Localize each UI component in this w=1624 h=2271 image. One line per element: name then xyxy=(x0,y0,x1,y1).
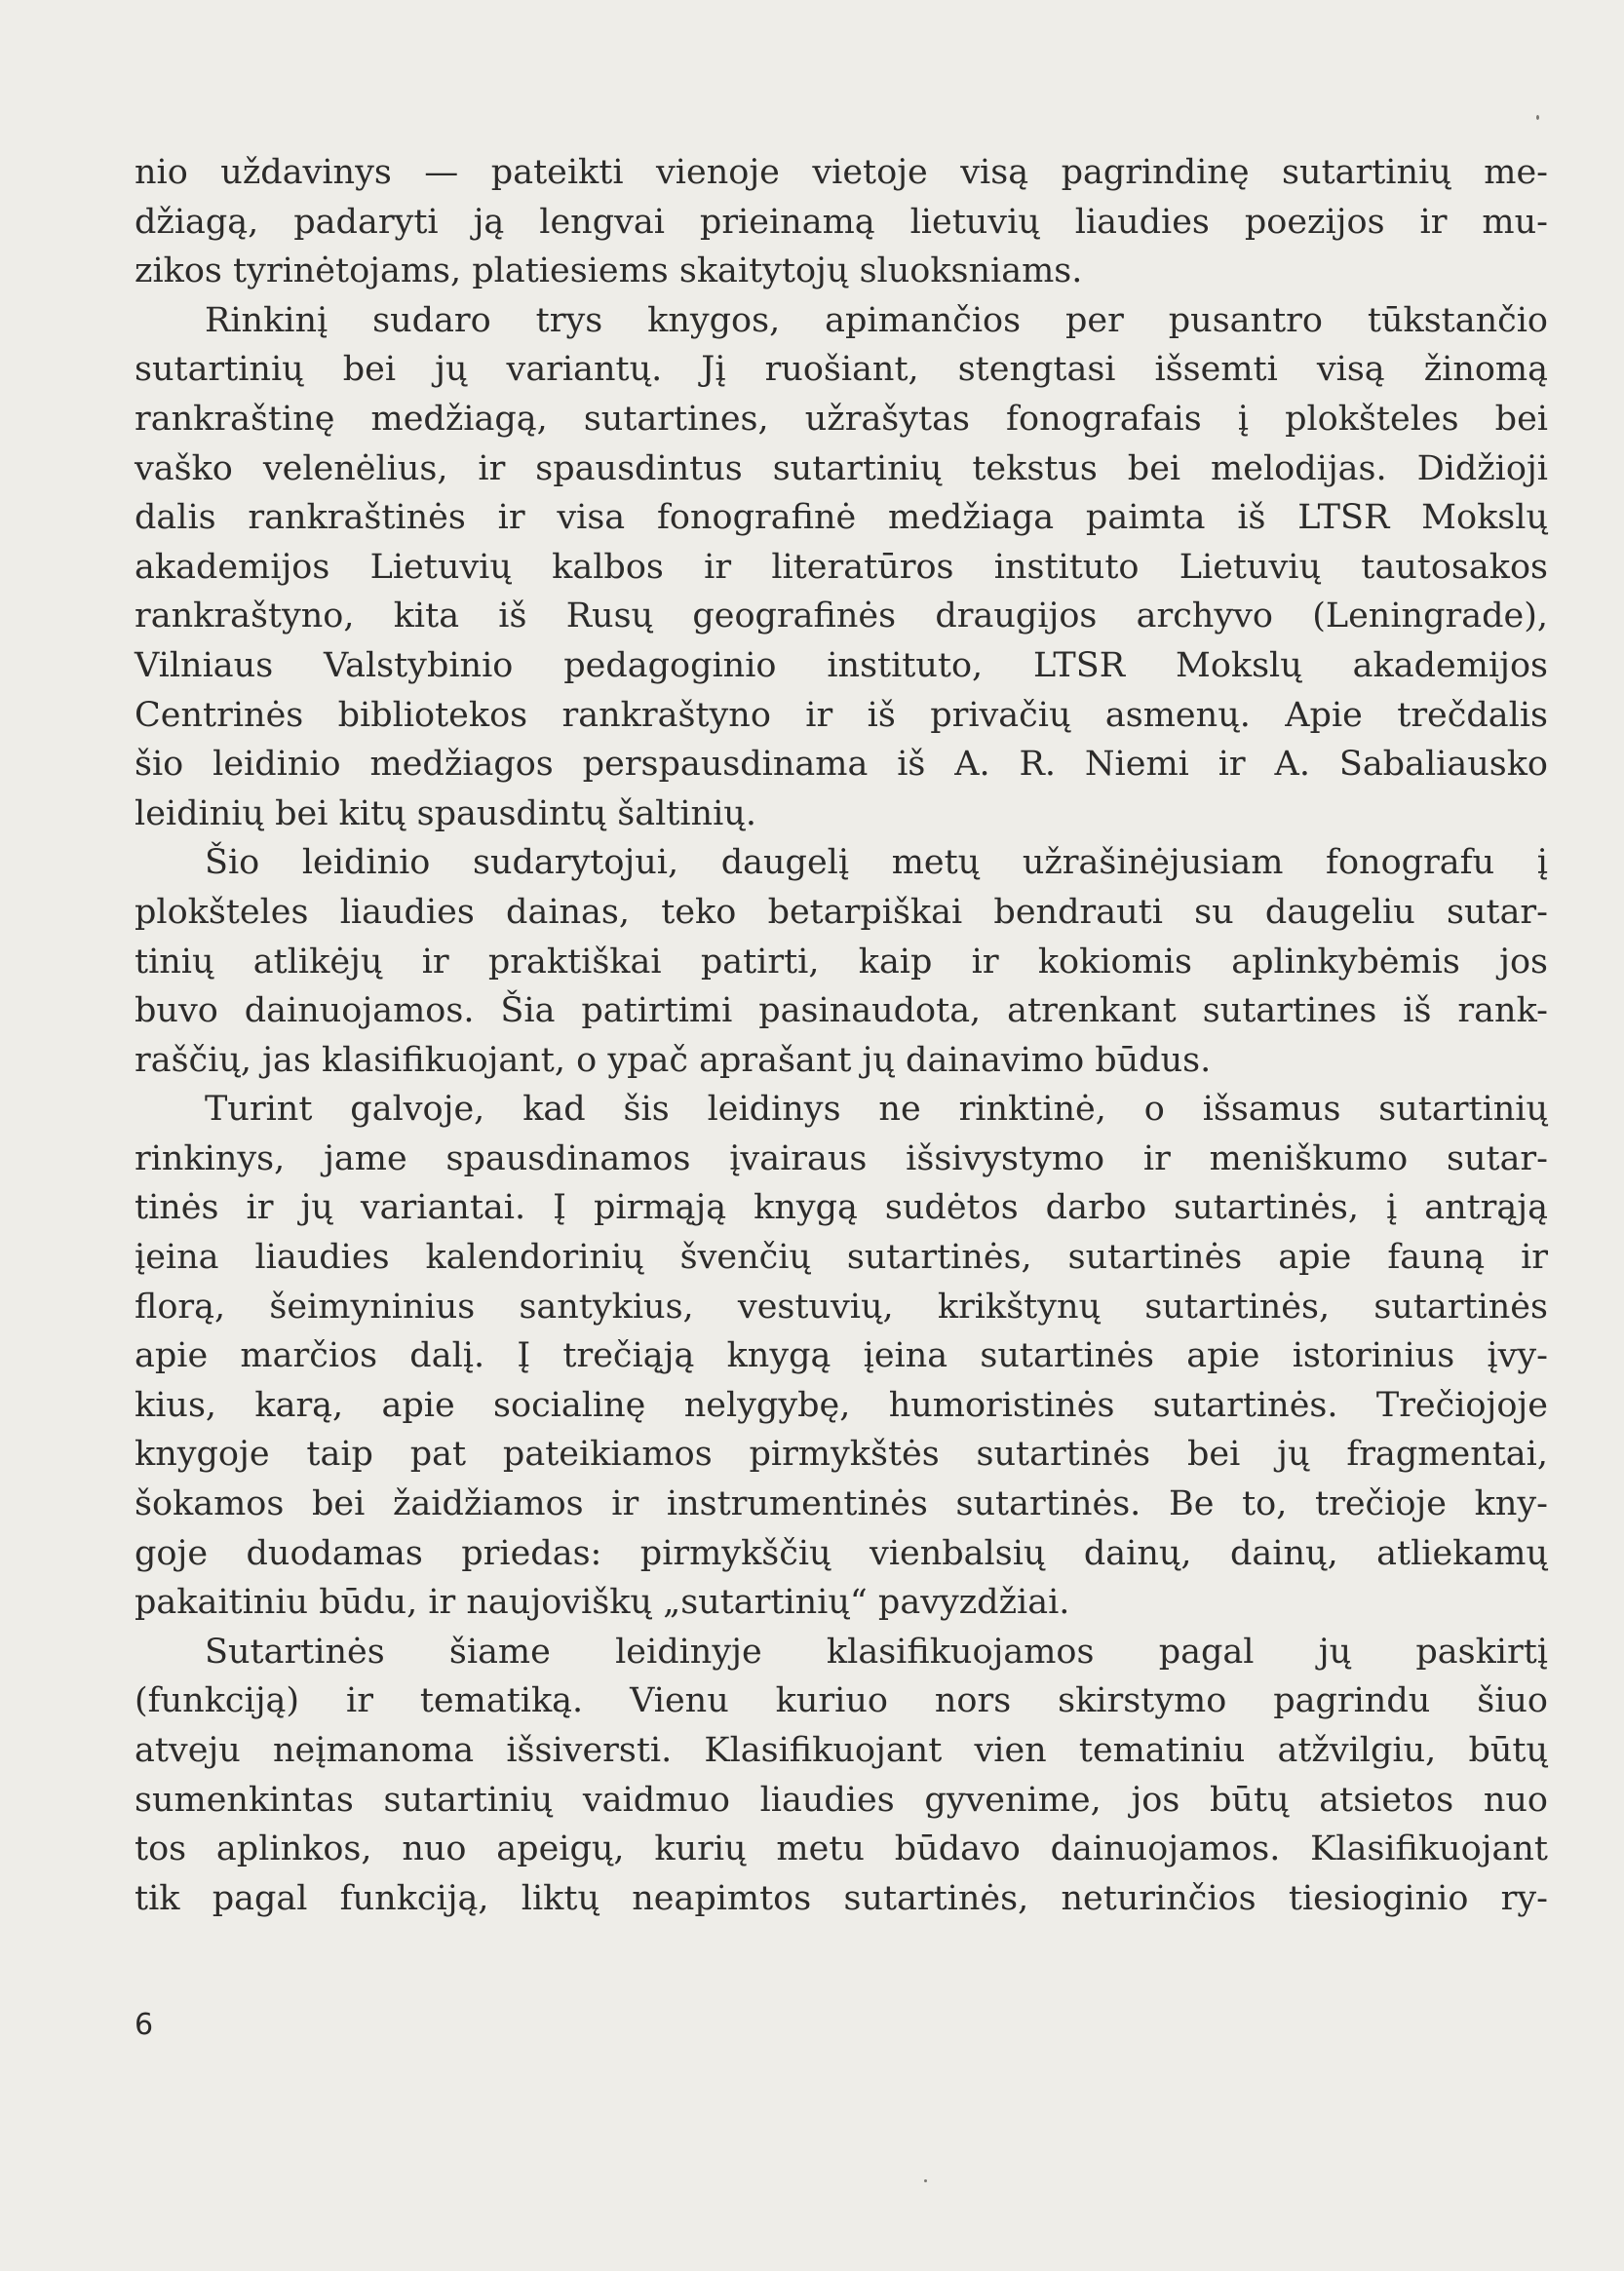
text-line: buvo dainuojamos. Šia patirtimi pasinaudota, atrenkant sutartines iš rank- xyxy=(135,991,1548,1031)
text-line: rankraštinę medžiagą, sutartines, užrašytas fonografais į plokšteles bei xyxy=(135,399,1548,439)
text-line: goje duodamas priedas: pirmykščių vienbalsių dainų, dainų, atliekamų xyxy=(135,1533,1548,1573)
text-line: Rinkinį sudaro trys knygos, apimančios per pusantro tūkstančio xyxy=(205,300,1548,340)
scan-speck xyxy=(1536,115,1539,120)
text-line: įeina liaudies kalendorinių švenčių sutartinės, sutartinės apie fauną ir xyxy=(135,1238,1548,1278)
text-line: Vilniaus Valstybinio pedagoginio instituto, LTSR Mokslų akademijos xyxy=(135,645,1548,685)
text-line: (funkciją) ir tematiką. Vienu kuriuo nors skirstymo pagrindu šiuo xyxy=(135,1681,1548,1721)
text-line: džiagą, padaryti ją lengvai prieinamą lietuvių liaudies poezijos ir mu- xyxy=(135,202,1548,242)
scan-speck xyxy=(924,2179,927,2182)
body-text xyxy=(135,148,1548,1923)
text-line: Turint galvoje, kad šis leidinys ne rinktinė, o išsamus sutartinių xyxy=(205,1090,1548,1130)
text-line: Centrinės bibliotekos rankraštyno ir iš privačių asmenų. Apie trečdalis xyxy=(135,695,1548,735)
text-line: zikos tyrinėtojams, platiesiems skaitytojų sluoksniams. xyxy=(135,251,1083,291)
text-line: knygoje taip pat pateikiamos pirmykštės sutartinės bei jų fragmentai, xyxy=(135,1435,1548,1475)
text-line: atveju neįmanoma išsiversti. Klasifikuojant vien tematiniu atžvilgiu, būtų xyxy=(135,1731,1548,1770)
text-line: vaško velenėlius, ir spausdintus sutartinių tekstus bei melodijas. Didžioji xyxy=(135,448,1548,488)
page-number: 6 xyxy=(135,2008,154,2042)
text-line: florą, šeimyninius santykius, vestuvių, krikštynų sutartinės, sutartinės xyxy=(135,1287,1548,1327)
text-line: tos aplinkos, nuo apeigų, kurių metu būdavo dainuojamos. Klasifikuojant xyxy=(135,1829,1548,1869)
text-line: raščių, jas klasifikuojant, o ypač aprašant jų dainavimo būdus. xyxy=(135,1040,1212,1080)
text-line: leidinių bei kitų spausdintų šaltinių. xyxy=(135,793,756,833)
text-line: plokšteles liaudies dainas, teko betarpiškai bendrauti su daugeliu sutar- xyxy=(135,892,1548,932)
text-line: rankraštyno, kita iš Rusų geografinės draugijos archyvo (Leningrade), xyxy=(135,597,1548,636)
text-line: sumenkintas sutartinių vaidmuo liaudies gyvenime, jos būtų atsietos nuo xyxy=(135,1780,1548,1820)
text-line: pakaitiniu būdu, ir naujoviškų „sutartinių“ pavyzdžiai. xyxy=(135,1583,1070,1623)
text-line: sutartinių bei jų variantų. Jį ruošiant, stengtasi išsemti visą žinomą xyxy=(135,350,1548,390)
text-line: šio leidinio medžiagos perspausdinama iš A. R. Niemi ir A. Sabaliausko xyxy=(135,745,1548,785)
text-line: akademijos Lietuvių kalbos ir literatūros instituto Lietuvių tautosakos xyxy=(135,547,1548,587)
text-line: dalis rankraštinės ir visa fonografinė medžiaga paimta iš LTSR Mokslų xyxy=(135,498,1548,538)
text-line: tik pagal funkciją, liktų neapimtos sutartinės, neturinčios tiesioginio ry- xyxy=(135,1878,1548,1918)
text-line: Sutartinės šiame leidinyje klasifikuojamos pagal jų paskirtį xyxy=(205,1632,1548,1672)
text-line: apie marčios dalį. Į trečiąją knygą įeina sutartinės apie istorinius įvy- xyxy=(135,1336,1548,1376)
text-line: nio uždavinys — pateikti vienoje vietoje visą pagrindinę sutartinių me- xyxy=(135,153,1548,192)
text-line: kius, karą, apie socialinę nelygybę, humoristinės sutartinės. Trečiojoje xyxy=(135,1385,1548,1425)
text-line: tinių atlikėjų ir praktiškai patirti, kaip ir kokiomis aplinkybėmis jos xyxy=(135,942,1548,982)
text-line: Šio leidinio sudarytojui, daugelį metų užrašinėjusiam fonografu į xyxy=(205,843,1548,883)
text-line: tinės ir jų variantai. Į pirmąją knygą sudėtos darbo sutartinės, į antrąją xyxy=(135,1188,1548,1228)
text-line: rinkinys, jame spausdinamos įvairaus išsivystymo ir meniškumo sutar- xyxy=(135,1138,1548,1178)
text-line: šokamos bei žaidžiamos ir instrumentinės sutartinės. Be to, trečioje kny- xyxy=(135,1484,1548,1524)
